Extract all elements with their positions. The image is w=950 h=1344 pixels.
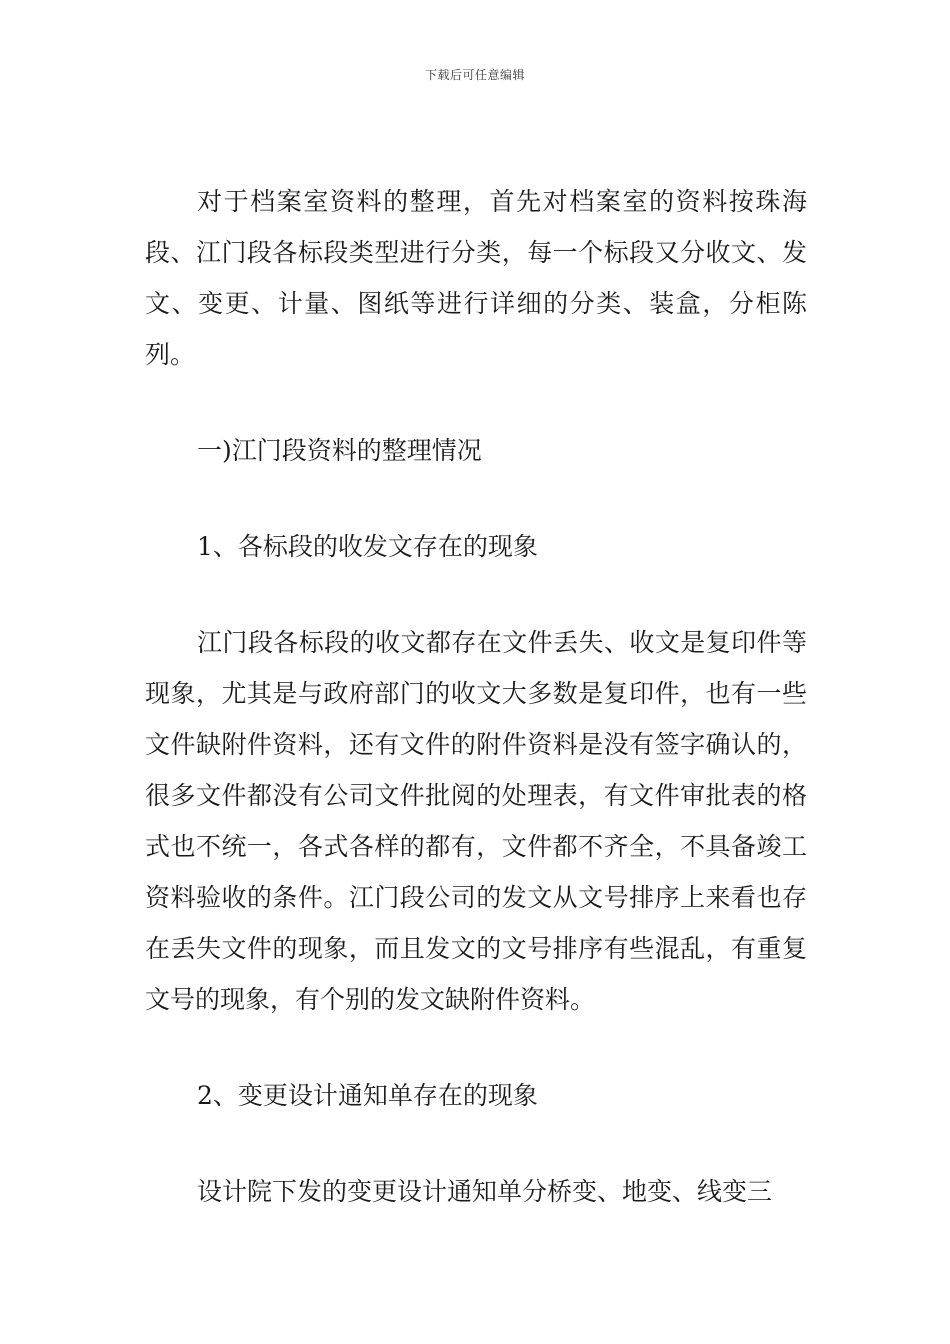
paragraph-gap <box>145 1121 807 1166</box>
paragraph-changes: 设计院下发的变更设计通知单分桥变、地变、线变三 <box>197 1177 773 1206</box>
subsection-heading-changes: 2、变更设计通知单存在的现象 <box>197 1081 538 1110</box>
paragraph-gap <box>145 380 807 425</box>
document-body <box>145 176 807 1217</box>
subsection-heading-documents: 1、各标段的收发文存在的现象 <box>197 532 538 561</box>
paragraph-gap <box>145 572 807 617</box>
section-heading-jiangmen: 一)江门段资料的整理情况 <box>197 436 482 465</box>
paragraph-gap <box>145 476 807 521</box>
paragraph-gap <box>145 1025 807 1070</box>
page-header: 下载后可任意编辑 <box>424 68 525 82</box>
paragraph-intro: 对于档案室资料的整理，首先对档案室的资料按珠海段、江门段各标段类型进行分类，每一个标段又分收文、发文、变更、计量、图纸等进行详细的分类、装盒，分柜陈列。 <box>145 187 807 369</box>
paragraph-documents: 江门段各标段的收文都存在文件丢失、收文是复印件等现象，尤其是与政府部门的收文大多数是复印件，也有一些文件缺附件资料，还有文件的附件资料是没有签字确认的，很多文件都没有公司文件批阅的处理表，有文件审批表的格式也不统一，各式各样的都有，文件都不齐全，不具备竣工资料验收的条件。江门段公司的发文从文号排序上来看也存在丢失文件的现象，而且发文的文号排序有些混乱，有重复文号的现象，有个别的发文缺附件资料。 <box>145 628 807 1014</box>
